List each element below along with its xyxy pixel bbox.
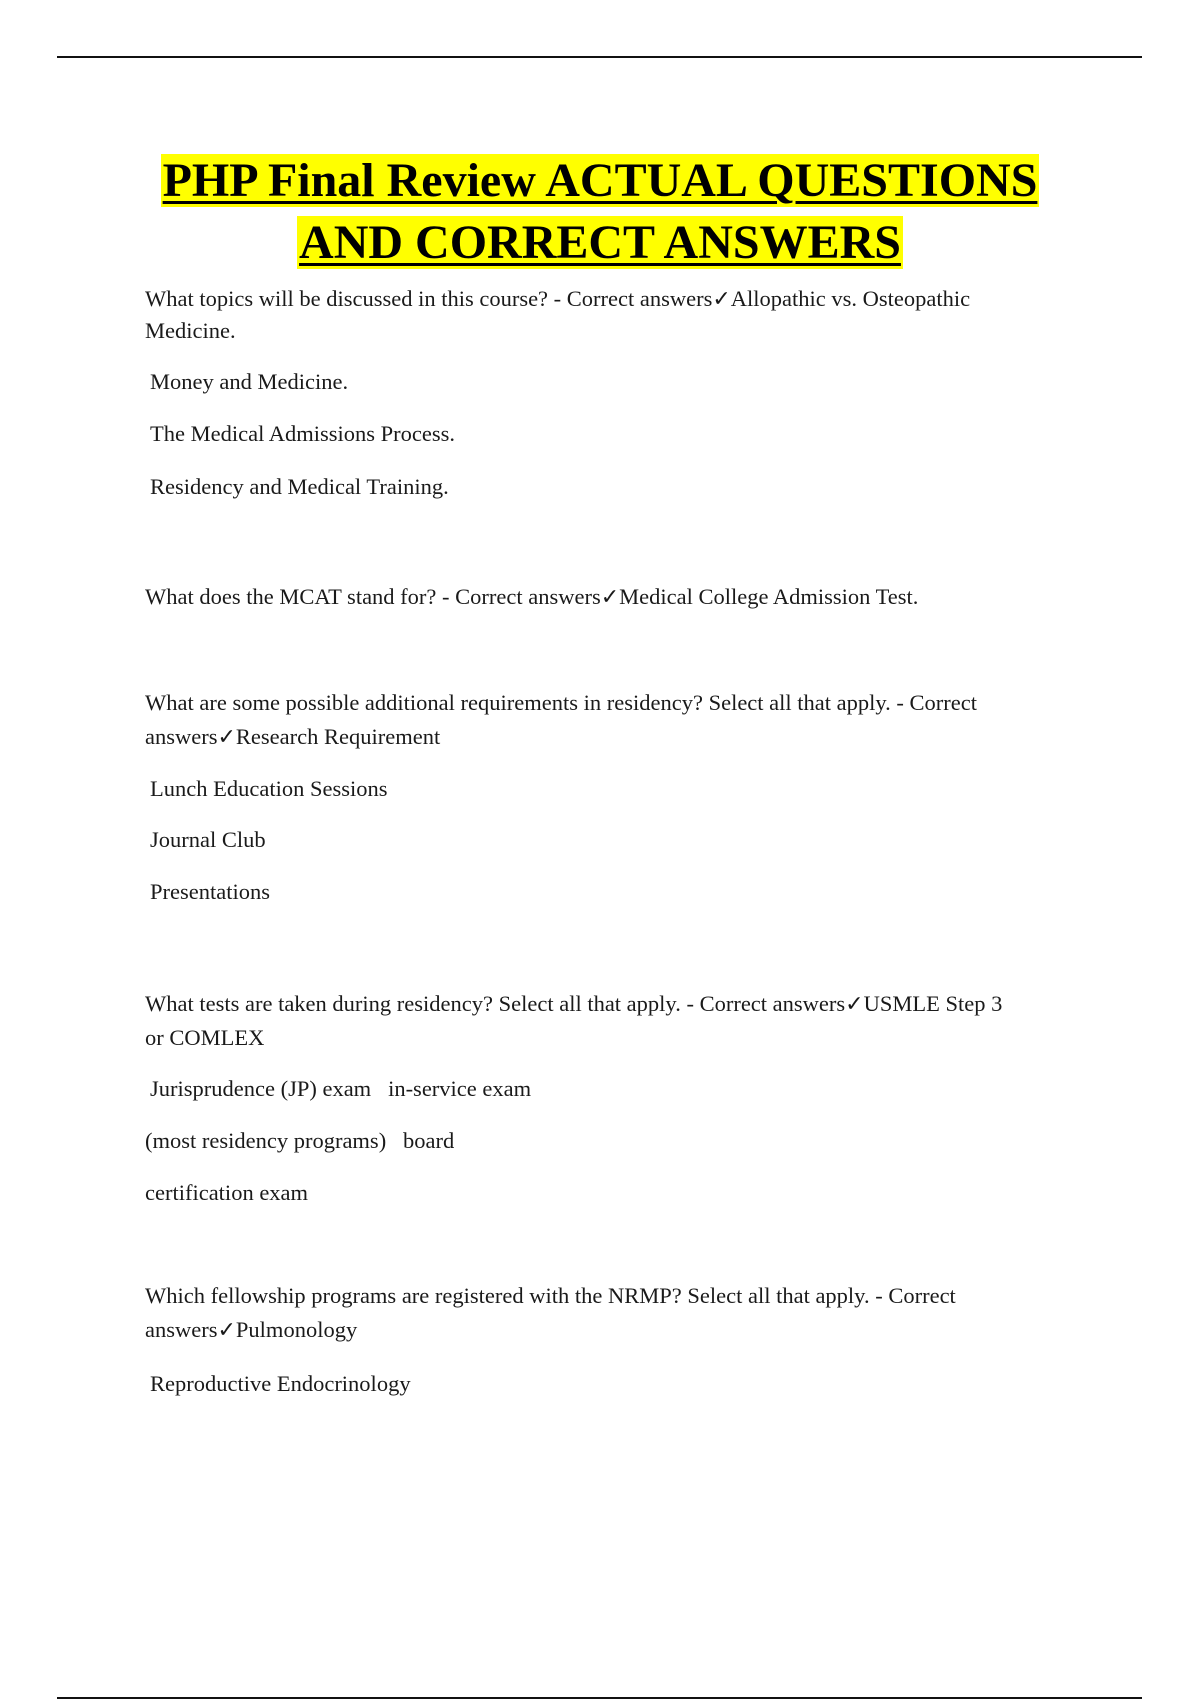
checkmark-icon: ✓	[217, 725, 236, 750]
q2-question: What does the MCAT stand for? - Correct answers✓Medical College Admission Test.	[145, 584, 919, 610]
q1-item: Residency and Medical Training.	[150, 474, 449, 499]
bottom-rule	[57, 1697, 1142, 1699]
q1-answer: Allopathic vs. Osteopathic	[730, 286, 971, 311]
title-line-1: PHP Final Review ACTUAL QUESTIONS	[162, 154, 1038, 207]
document-title	[0, 150, 1200, 274]
checkmark-icon: ✓	[712, 287, 731, 312]
q4-item: Jurisprudence (JP) exam in-service exam	[150, 1076, 532, 1101]
q3-question-continued: answers✓Research Requirement	[145, 724, 441, 750]
q4-item: (most residency programs) board	[145, 1128, 455, 1153]
q4-answer-continued: or COMLEX	[145, 1025, 265, 1050]
q5-item: Reproductive Endocrinology	[150, 1371, 411, 1396]
checkmark-icon: ✓	[600, 585, 620, 610]
q1-question: What topics will be discussed in this course? - Correct answers✓Allopathic vs. Osteopathic	[145, 286, 971, 312]
q1-answer-continued: Medicine.	[145, 318, 236, 343]
q5-question: Which fellowship programs are registered with the NRMP? Select all that apply. - Correct	[145, 1283, 956, 1308]
q4-question: What tests are taken during residency? Select all that apply. - Correct answers✓USMLE Step 3	[145, 991, 1003, 1017]
q3-question: What are some possible additional requirements in residency? Select all that apply. - Correct	[145, 690, 978, 715]
checkmark-icon: ✓	[217, 1318, 236, 1343]
q1-item: The Medical Admissions Process.	[150, 421, 455, 446]
q3-answer: Research Requirement	[235, 724, 441, 749]
q4-item: certification exam	[145, 1180, 309, 1205]
q2-answer: Medical College Admission Test.	[619, 584, 919, 609]
top-rule	[57, 56, 1142, 58]
q5-answer: Pulmonology	[235, 1317, 358, 1342]
q3-item: Presentations	[150, 879, 270, 904]
q1-item: Money and Medicine.	[150, 369, 349, 394]
checkmark-icon: ✓	[845, 992, 864, 1017]
title-line-2: AND CORRECT ANSWERS	[299, 216, 901, 269]
q4-answer: USMLE Step 3	[863, 991, 1003, 1016]
q5-question-continued: answers✓Pulmonology	[145, 1317, 358, 1343]
q3-item: Journal Club	[150, 827, 266, 852]
q3-item: Lunch Education Sessions	[150, 776, 388, 801]
